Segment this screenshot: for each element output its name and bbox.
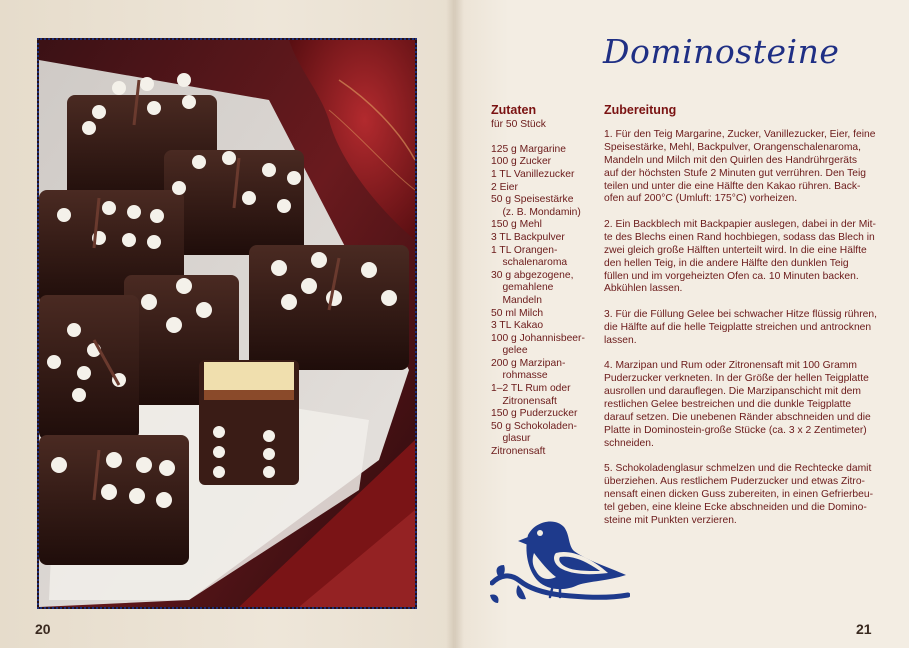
ingredient-item: gemahlene (491, 282, 554, 294)
book-gutter (446, 0, 464, 648)
ingredient-item: Mandeln (491, 294, 542, 306)
ingredient-item: Zitronensaft (491, 395, 557, 407)
step-line: 1. Für den Teig Margarine, Zucker, Vanillezucker, Eier, feine (604, 128, 876, 140)
ingredient-item: 1 TL Vanillezucker (491, 168, 575, 180)
photo-dominosteine (37, 38, 417, 609)
ingredient-item: glasur (491, 433, 531, 445)
bird-illustration-icon (490, 515, 630, 620)
step-line: schneiden. (604, 437, 654, 449)
ingredient-item: 125 g Margarine (491, 143, 566, 155)
ingredient-item: 3 TL Backpulver (491, 231, 565, 243)
step-line: Mandeln und Milch mit den Quirlen des Handrührgeräts (604, 154, 857, 166)
step-line: überziehen. Aus restlichem Puderzucker und etwas Zitro- (604, 476, 865, 488)
step-line: zwei gleich große Hälften unterteilt wird. In die eine Hälfte (604, 244, 867, 256)
step-line: teilen und unter die eine Hälfte den Kakao rühren. Back- (604, 180, 861, 192)
ingredient-item: (z. B. Mondamin) (491, 206, 581, 218)
step-line: darauf setzen. Die unebenen Ränder abschneiden und die (604, 411, 871, 423)
preparation-step-3 (604, 309, 879, 348)
ingredient-item: Zitronensaft (491, 446, 546, 458)
ingredients-list (491, 144, 591, 459)
ingredients-yield: für 50 Stück (491, 118, 546, 130)
step-line: steine mit Punkten verzieren. (604, 514, 737, 526)
ingredient-item: 50 g Speisestärke (491, 194, 574, 206)
preparation-heading: Zubereitung (604, 103, 677, 117)
step-line: auf der höchsten Stufe 2 Minuten gut verrühren. Den Teig (604, 167, 866, 179)
step-line: den hellen Teig, in die andere Hälfte den dunklen Teig (604, 257, 849, 269)
ingredients-heading: Zutaten (491, 103, 537, 117)
ingredient-item: 100 g Zucker (491, 156, 552, 168)
step-line: nensaft einen dicken Guss zubereiten, in einen Gefrierbeu- (604, 489, 874, 501)
step-line: lassen. (604, 334, 637, 346)
step-line: 4. Marzipan und Rum oder Zitronensaft mit 100 Gramm (604, 360, 857, 372)
step-line: ofen auf 200°C (Umluft: 175°C) vorheizen. (604, 193, 798, 205)
ingredient-item: 30 g abgezogene, (491, 269, 574, 281)
step-line: 3. Für die Füllung Gelee bei schwacher Hitze flüssig rühren, (604, 308, 877, 320)
photo-illustration (39, 40, 415, 607)
ingredient-item: 50 ml Milch (491, 307, 544, 319)
step-line: Platte in Dominostein-große Stücke (ca. 3 x 2 Zentimeter) (604, 424, 867, 436)
step-line: füllen und im vorgeheizten Ofen ca. 10 Minuten backen. (604, 270, 859, 282)
ingredients-section (491, 104, 591, 459)
ingredient-item: 1–2 TL Rum oder (491, 383, 571, 395)
ingredient-item: 3 TL Kakao (491, 320, 544, 332)
ingredient-item: 100 g Johannisbeer- (491, 332, 585, 344)
preparation-step-1 (604, 129, 879, 206)
page-number-left: 20 (35, 621, 51, 637)
step-line: 5. Schokoladenglasur schmelzen und die Rechtecke damit (604, 463, 872, 475)
ingredient-item: 1 TL Orangen- (491, 244, 558, 256)
step-line: die Hälfte auf die helle Teigplatte streichen und antrocknen (604, 321, 872, 333)
preparation-step-2 (604, 219, 879, 296)
step-line: tel geben, eine kleine Ecke abschneiden und die Domino- (604, 501, 867, 513)
step-line: te des Blechs einen Rand hochbiegen, sodass das Blech in (604, 231, 875, 243)
ingredient-item: 150 g Mehl (491, 219, 542, 231)
preparation-step-5 (604, 463, 879, 528)
ingredient-item: gelee (491, 345, 528, 357)
step-line: Speisestärke, Mehl, Backpulver, Orangenschalenaroma, (604, 141, 861, 153)
step-line: 2. Ein Backblech mit Backpapier auslegen, dabei in der Mit- (604, 218, 876, 230)
ingredient-item: schalenaroma (491, 257, 568, 269)
page-number-right: 21 (856, 621, 872, 637)
ingredient-item: 2 Eier (491, 181, 518, 193)
step-line: Puderzucker verkneten. In der Größe der hellen Teigplatte (604, 373, 869, 385)
ingredient-item: 50 g Schokoladen- (491, 420, 577, 432)
step-line: Abkühlen lassen. (604, 283, 683, 295)
step-line: restlichen Gelee bestreichen und die dunkle Teigplatte (604, 399, 852, 410)
ingredient-item: 200 g Marzipan- (491, 357, 566, 369)
preparation-section (604, 104, 879, 540)
ingredient-item: 150 g Puderzucker (491, 408, 578, 420)
preparation-steps (604, 129, 879, 528)
recipe-title: Dominosteine (603, 32, 840, 71)
step-line: ausrollen und darauflegen. Die Marzipanschicht mit dem (604, 386, 861, 398)
ingredient-item: rohmasse (491, 370, 548, 382)
preparation-step-4 (604, 360, 879, 450)
